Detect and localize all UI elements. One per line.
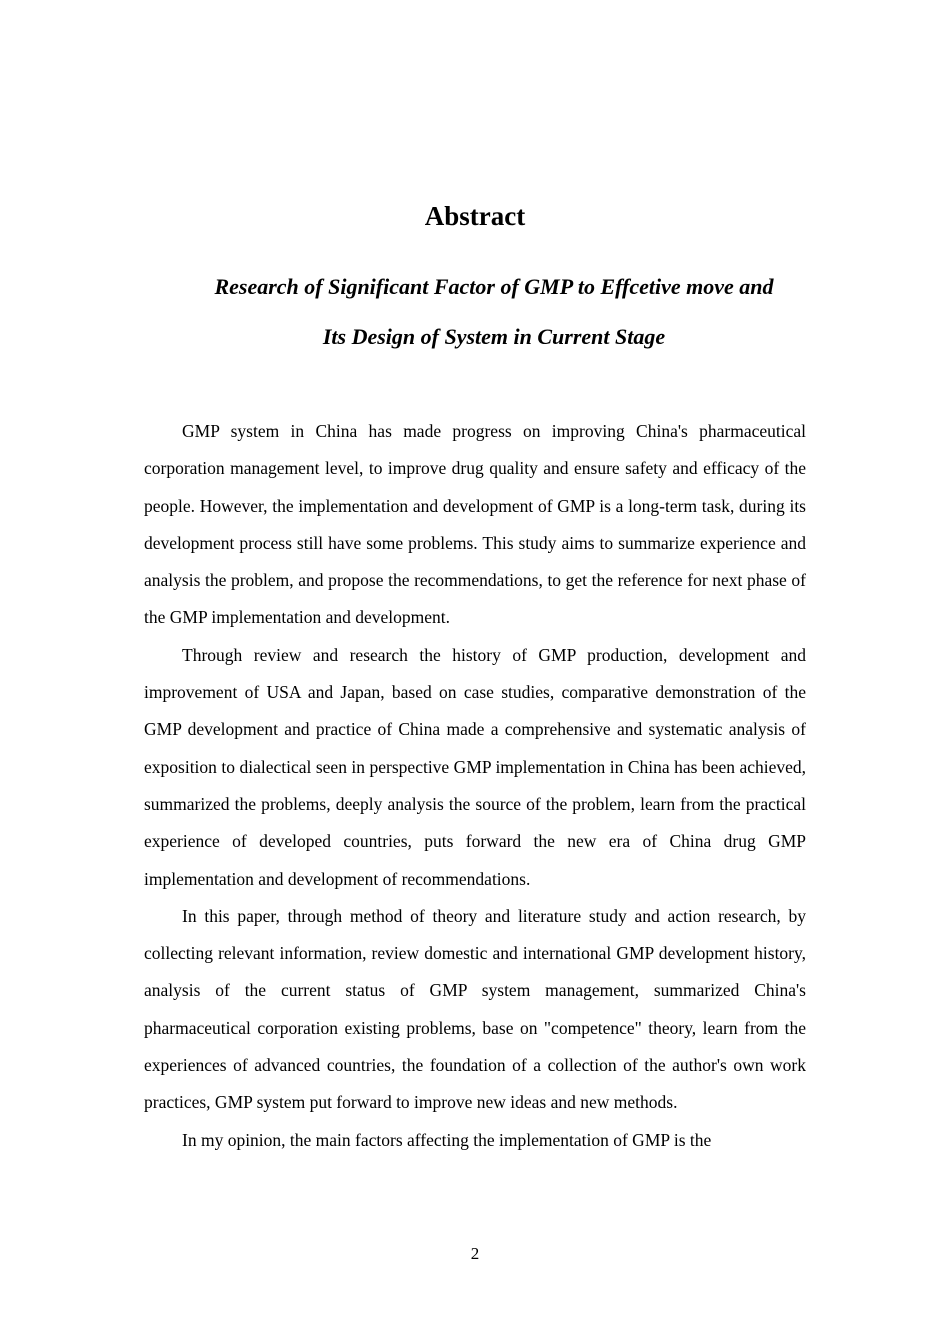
paragraph-1: GMP system in China has made progress on improving China's pharmaceutical corporation management level, to improve drug quality and ensure safety and efficacy of the people. However, the implementation and development of GMP is a long-term task, during its development process still have some problems. This study aims to summarize experience and analysis the problem, and propose the recommendations, to get the reference for next phase of the GMP implementation and development. bbox=[144, 421, 806, 628]
paragraph-4: In my opinion, the main factors affecting the implementation of GMP is the bbox=[182, 1129, 712, 1150]
paragraph-2: Through review and research the history of GMP production, development and improvement of USA and Japan, based on case studies, comparative demonstration of the GMP development and practice of China made a comprehensive and systematic analysis of exposition to dialectical seen in perspective GMP implementation in China has been achieved, summarized the problems, deeply analysis the source of the problem, learn from the practical experience of developed countries, puts forward the new era of China drug GMP implementation and development of recommendations. bbox=[144, 644, 806, 889]
subtitle-line-1: Research of Significant Factor of GMP to Effcetive move and bbox=[214, 274, 774, 299]
abstract-body bbox=[144, 413, 806, 1159]
page-number: 2 bbox=[470, 1244, 480, 1263]
subtitle-line-2: Its Design of System in Current Stage bbox=[322, 324, 666, 349]
paper-subtitle bbox=[144, 262, 844, 362]
abstract-heading: Abstract bbox=[424, 201, 526, 231]
paragraph-3: In this paper, through method of theory and literature study and action research, by collecting relevant information, review domestic and international GMP development history, analysis of the current status of GMP system management, summarized China's pharmaceutical corporation existing problems, base on "competence" theory, learn from the experiences of advanced countries, the foundation of a collection of the author's own work practices, GMP system put forward to improve new ideas and new methods. bbox=[144, 905, 806, 1113]
